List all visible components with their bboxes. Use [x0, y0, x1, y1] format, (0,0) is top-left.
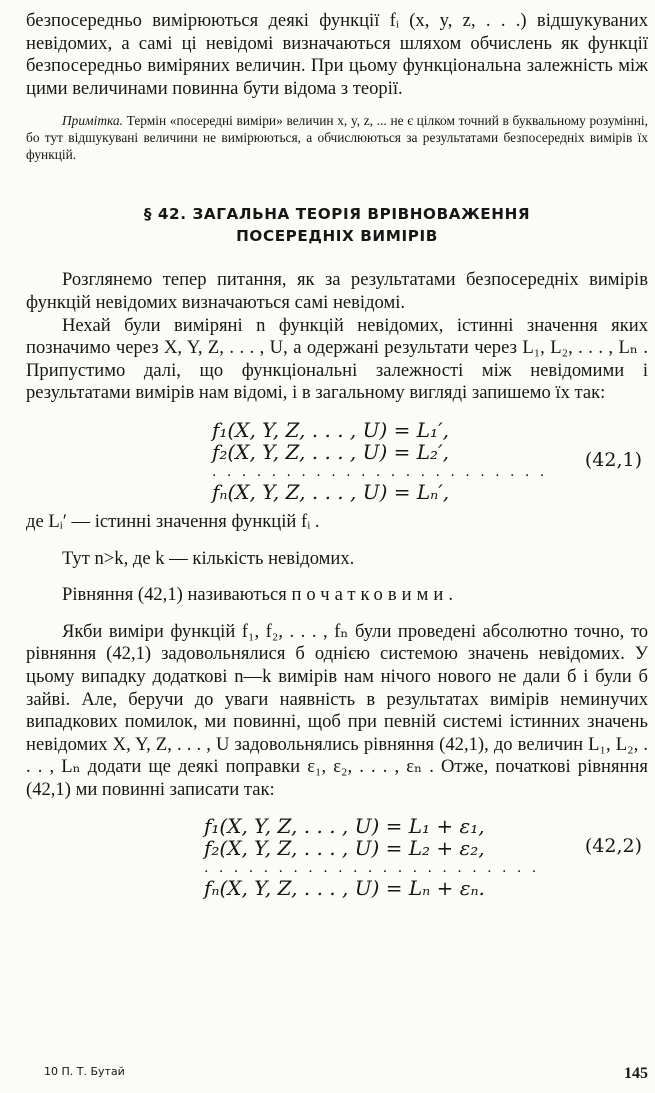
equation-number: (42,1) [584, 448, 642, 471]
page-number: 145 [624, 1065, 648, 1082]
section-title [26, 203, 648, 247]
section-title-line2: ПОСЕРЕДНІХ ВИМІРІВ [236, 227, 438, 246]
eqname-prefix: Рівняння (42,1) називаються [62, 584, 292, 606]
equation-number: (42,2) [584, 835, 642, 858]
eqname-suffix: . [448, 584, 453, 606]
footer-signature: 10 П. Т. Бутай [44, 1065, 125, 1078]
equation-line: f₂(X, Y, Z, . . . , U) = L₂ + ε₂, [204, 836, 485, 861]
equation-name-line [26, 584, 648, 607]
book-page [26, 10, 648, 1082]
condition-line: Тут n>k, де k — кількість невідомих. [62, 547, 355, 569]
equation-dots: . . . . . . . . . . . . . . . . . . . . . . . [212, 463, 548, 480]
paragraph-2: Нехай були виміряні n функцій невідомих, істинні значення яких позначимо через X, Y, Z, . . . , U, а одержані результати через L₁, L₂, . . . , Lₙ . Припустимо далі, що функціональні залежності між невідомими і результатами вимірів нам відомі, і в загальному вигляді запишемо їх так: [26, 314, 648, 404]
equation-line: fₙ(X, Y, Z, . . . , U) = Lₙ + εₙ. [204, 876, 485, 901]
note-label: Примітка. [62, 113, 123, 129]
footnote [26, 112, 648, 163]
equation-block-42-2 [26, 815, 648, 899]
where-line: де Lᵢ′ — істинні значення функцій fᵢ . [26, 510, 320, 532]
section-title-line1: § 42. ЗАГАЛЬНА ТЕОРІЯ ВРІВНОВАЖЕННЯ [143, 205, 531, 224]
eqname-term: початковими [291, 584, 449, 606]
paragraph-3: Якби виміри функцій f₁, f₂, . . . , fₙ були проведені абсолютно точно, то рівняння (42,1) задовольнялися б однією системою значень невідомих. У цьому випадку додаткові n—k вимірів нам нічого нового не дали б і були б зайві. Але, беручи до уваги наявність в результатах вимірів неминучих випадкових помилок, ми повинні, щоб при певній системі істинних значень невідомих X, Y, Z, . . . , U задовольнялись рівняння (42,1), до величин L₁, L₂, . . . , Lₙ додати ще деякі поправки ε₁, ε₂, . . . , εₙ . Отже, початкові рівняння (42,1) ми повинні записати так: [26, 620, 648, 800]
equation-line: f₁(X, Y, Z, . . . , U) = L₁′, [212, 417, 449, 442]
equation-line: f₁(X, Y, Z, . . . , U) = L₁ + ε₁, [204, 814, 485, 839]
equation-dots: . . . . . . . . . . . . . . . . . . . . . . . [204, 860, 540, 877]
paragraph-1: Розглянемо тепер питання, як за результатами безпосередніх вимірів функцій невідомих визначаються самі невідомі. [26, 269, 648, 313]
equation-block-42-1 [26, 419, 648, 503]
equation-line: f₂(X, Y, Z, . . . , U) = L₂′, [212, 439, 449, 464]
note-text: Термін «посередні виміри» величин x, y, z, ... не є цілком точний в буквальному розумінні, бо тут відшукувані величини не вимірюються, а обчислюються за результатами безпосередніх вимірів їх функцій. [26, 113, 648, 163]
intro-paragraph: безпосередньо вимірюються деякі функції fᵢ (x, y, z, . . .) відшукуваних невідомих, а самі ці невідомі визначаються шляхом обчислень як функції безпосередньо виміряних величин. При цьому функціональна залежність між цими величинами повинна бути відома з теорії. [26, 10, 648, 99]
equation-line: fₙ(X, Y, Z, . . . , U) = Lₙ′, [212, 479, 450, 504]
